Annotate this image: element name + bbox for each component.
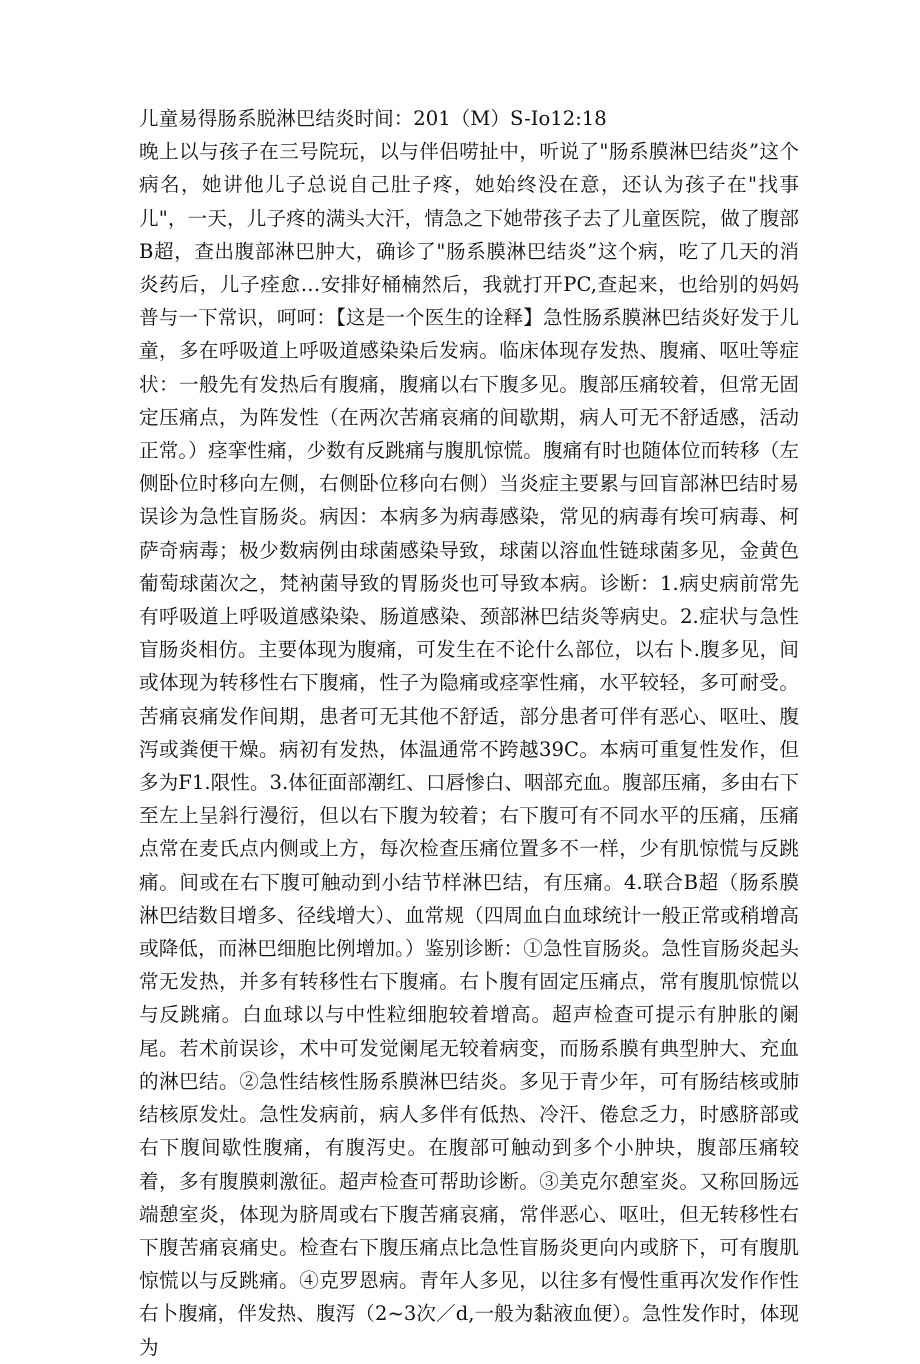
document-title: 儿童易得肠系脱淋巴结炎时间：201（M）S-Io12:18 [139,107,607,130]
document-page [139,102,799,1364]
document-body: 晚上以与孩子在三号院玩，以与伴侣唠扯中，听说了"肠系膜淋巴结炎”这个病名，她讲他儿子总说自己肚子疼，她始终没在意，还认为孩子在"找事儿"，一天，儿子疼的满头大汗，情急之下她带孩子去了儿童医院，做了腹部B超，查出腹部淋巴肿大，确诊了"肠系膜淋巴结炎”这个病，吃了几天的消炎药后，儿子痊愈…安排好桶楠然后，我就打开PC,查起来，也给别的妈妈普与一下常识，呵呵：【这是一个医生的诠释】急性肠系膜淋巴结炎好发于儿童，多在呼吸道上呼吸道感染染后发病。临床体现存发热、腹痛、呕吐等症状：一般先有发热后有腹痛，腹痛以右下腹多见。腹部压痛较着，但常无固定压痛点，为阵发性（在两次苦痛哀痛的间歇期，病人可无不舒适感，活动正常。）痉挛性痛，少数有反跳痛与腹肌惊慌。腹痛有时也随体位而转移（左侧卧位时移向左侧，右侧卧位移向右侧）当炎症主要累与回盲部淋巴结时易误诊为急性盲肠炎。病因：本病多为病毒感染，常见的病毒有埃可病毒、柯萨奇病毒；极少数病例由球菌感染导致，球菌以溶血性链球菌多见，金黄色葡萄球菌次之，梵衲菌导致的胃肠炎也可导致本病。诊断：1.病史病前常先有呼吸道上呼吸道感染染、肠道感染、颈部淋巴结炎等病史。2.症状与急性盲肠炎相仿。主要体现为腹痛，可发生在不论什么部位，以右卜.腹多见，间或体现为转移性右下腹痛，性子为隐痛或痉挛性痛，水平较轻，多可耐受。苦痛哀痛发作间期，患者可无其他不舒适，部分患者可伴有恶心、呕吐、腹泻或粪便干燥。病初有发热，体温通常不跨越39C。本病可重复性发作，但多为F1.限性。3.体征面部潮红、口唇惨白、咽部充血。腹部压痛，多由右下至左上呈斜行漫衍，但以右下腹为较着；右下腹可有不同水平的压痛，压痛点常在麦氏点内侧或上方，每次检查压痛位置多不一样，少有肌惊慌与反跳痛。间或在右下腹可触动到小结节样淋巴结，有压痛。4.联合B超（肠系膜淋巴结数目增多、径线增大）、血常规（四周血白血球统计一般正常或稍增高或降低，而淋巴细胞比例增加。）鉴别诊断：①急性盲肠炎。急性盲肠炎起头常无发热，并多有转移性右下腹痛。右卜腹有固定压痛点，常有腹肌惊慌以与反跳痛。白血球以与中性粒细胞较着增高。超声检查可提示有肿胀的阑尾。若术前误诊，术中可发觉阑尾无较着病变，而肠系膜有典型肿大、充血的淋巴结。②急性结核性肠系膜淋巴结炎。多见于青少年，可有肠结核或肺结核原发灶。急性发病前，病人多伴有低热、冷汗、倦怠乏力，时感脐部或右下腹间歇性腹痛，有腹泻史。在腹部可触动到多个小肿块，腹部压痛较着，多有腹膜刺激征。超声检查可帮助诊断。③美克尔憩室炎。又称回肠远端憩室炎，体现为脐周或右下腹苦痛哀痛，常伴恶心、呕吐，但无转移性右下腹苦痛哀痛史。检查右下腹压痛点比急性盲肠炎更向内或脐下，可有腹肌惊慌以与反跳痛。④克罗恩病。青年人多见，以往多有慢性重再次发作作性右卜腹痛，伴发热、腹泻（2~3次／d,一般为黏液血便）。急性发作时，体现为 [139,140,799,1359]
